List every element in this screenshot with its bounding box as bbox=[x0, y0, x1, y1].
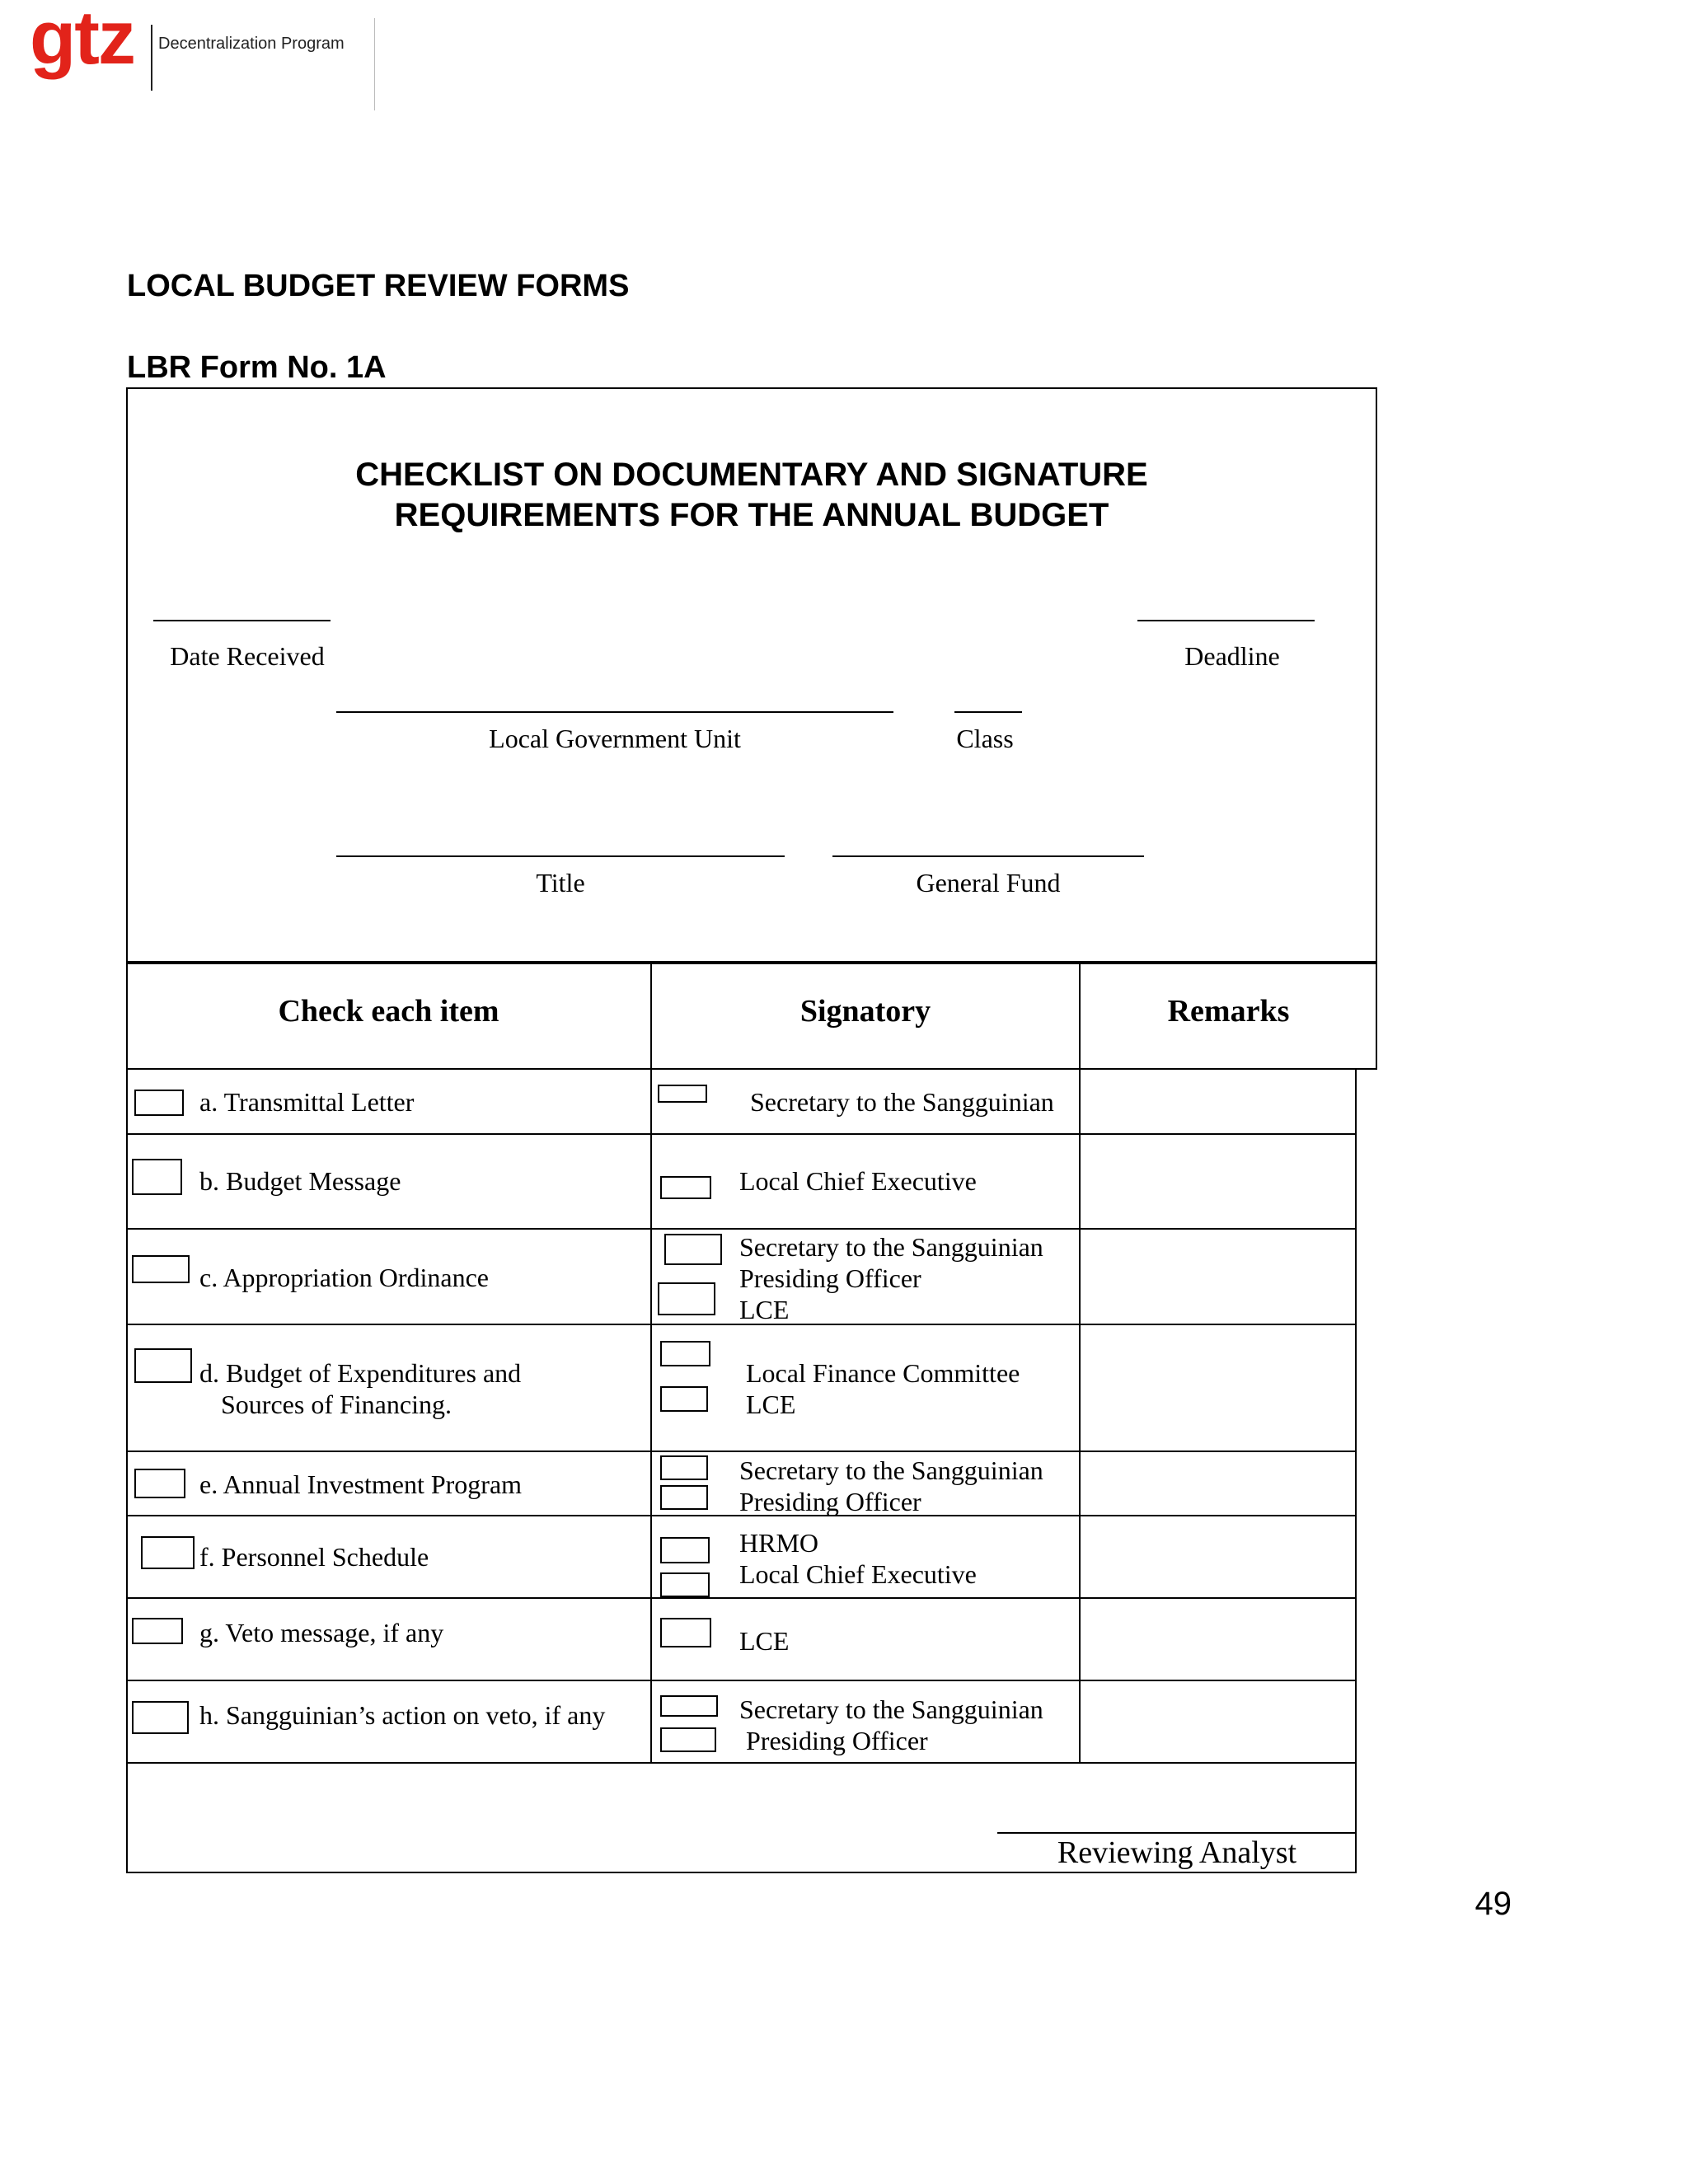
gtz-logo: gtz bbox=[30, 0, 134, 80]
page-number: 49 bbox=[1475, 1886, 1512, 1922]
signatory-c-3: LCE bbox=[739, 1295, 790, 1324]
reviewing-analyst-line[interactable] bbox=[997, 1832, 1357, 1834]
checkbox-item-e[interactable] bbox=[134, 1469, 185, 1498]
checkbox-signatory-f-2[interactable] bbox=[660, 1572, 710, 1597]
title-line[interactable] bbox=[336, 855, 785, 857]
signatory-h-1: Secretary to the Sangguinian bbox=[739, 1694, 1043, 1724]
checkbox-signatory-h-1[interactable] bbox=[660, 1695, 718, 1717]
logo-divider bbox=[151, 25, 152, 91]
col-divider-1 bbox=[650, 961, 652, 1763]
signatory-d-2: LCE bbox=[746, 1390, 796, 1419]
signatory-e-2: Presiding Officer bbox=[739, 1487, 921, 1516]
row-divider bbox=[126, 1680, 1357, 1681]
checkbox-item-d[interactable] bbox=[134, 1348, 192, 1383]
deadline-line[interactable] bbox=[1137, 620, 1315, 621]
checkbox-signatory-g-1[interactable] bbox=[660, 1618, 711, 1647]
signatory-f-2: Local Chief Executive bbox=[739, 1559, 977, 1589]
item-f-label: f. Personnel Schedule bbox=[199, 1542, 429, 1572]
col-header-remarks: Remarks bbox=[1167, 994, 1290, 1029]
signatory-a-1: Secretary to the Sangguinian bbox=[750, 1087, 1054, 1117]
col-header-signatory: Signatory bbox=[799, 994, 931, 1029]
row-divider bbox=[126, 1133, 1357, 1135]
row-divider bbox=[126, 1762, 1357, 1764]
signatory-c-2: Presiding Officer bbox=[739, 1263, 921, 1293]
checkbox-item-b[interactable] bbox=[132, 1159, 182, 1195]
class-line[interactable] bbox=[954, 711, 1022, 713]
form-number: LBR Form No. 1A bbox=[127, 350, 387, 385]
checkbox-item-h[interactable] bbox=[132, 1701, 189, 1734]
checkbox-signatory-a-1[interactable] bbox=[658, 1085, 707, 1103]
item-a-label: a. Transmittal Letter bbox=[199, 1087, 415, 1117]
title-label: Title bbox=[536, 868, 585, 898]
item-d-label-2: Sources of Financing. bbox=[221, 1390, 452, 1419]
signatory-f-1: HRMO bbox=[739, 1528, 819, 1558]
checkbox-signatory-b-1[interactable] bbox=[660, 1176, 711, 1199]
lgu-label: Local Government Unit bbox=[489, 724, 741, 753]
checkbox-signatory-d-2[interactable] bbox=[660, 1386, 708, 1412]
form-title-line2: REQUIREMENTS FOR THE ANNUAL BUDGET bbox=[394, 497, 1109, 533]
item-h-label: h. Sangguinian’s action on veto, if any bbox=[199, 1700, 606, 1730]
date-received-line[interactable] bbox=[153, 620, 331, 621]
checkbox-signatory-f-1[interactable] bbox=[660, 1537, 710, 1563]
item-e-label: e. Annual Investment Program bbox=[199, 1469, 523, 1499]
form-title-line1: CHECKLIST ON DOCUMENTARY AND SIGNATURE bbox=[355, 457, 1148, 493]
checkbox-item-g[interactable] bbox=[132, 1618, 183, 1644]
checkbox-signatory-e-1[interactable] bbox=[660, 1455, 708, 1480]
item-g-label: g. Veto message, if any bbox=[199, 1618, 444, 1647]
signatory-g-1: LCE bbox=[739, 1626, 790, 1656]
row-divider bbox=[126, 1228, 1357, 1230]
col-divider-2 bbox=[1079, 961, 1081, 1763]
signatory-h-2: Presiding Officer bbox=[739, 1726, 928, 1755]
general-fund-line[interactable] bbox=[832, 855, 1144, 857]
item-d-label-1: d. Budget of Expenditures and bbox=[199, 1358, 522, 1388]
reviewing-analyst-label: Reviewing Analyst bbox=[1057, 1835, 1297, 1870]
checkbox-item-c[interactable] bbox=[132, 1255, 190, 1283]
signatory-e-1: Secretary to the Sangguinian bbox=[739, 1455, 1043, 1485]
checkbox-signatory-d-1[interactable] bbox=[660, 1341, 710, 1366]
checkbox-signatory-h-2[interactable] bbox=[660, 1727, 716, 1752]
date-received-label: Date Received bbox=[170, 641, 325, 671]
checkbox-signatory-c-1[interactable] bbox=[664, 1234, 722, 1265]
item-b-label: b. Budget Message bbox=[199, 1166, 401, 1196]
row-divider bbox=[126, 1597, 1357, 1599]
class-label: Class bbox=[956, 724, 1014, 753]
lgu-line[interactable] bbox=[336, 711, 893, 713]
deadline-label: Deadline bbox=[1184, 641, 1280, 671]
header-rule bbox=[374, 18, 375, 110]
signatory-c-1: Secretary to the Sangguinian bbox=[739, 1232, 1043, 1262]
program-name: Decentralization Program bbox=[158, 35, 345, 53]
checkbox-item-a[interactable] bbox=[134, 1090, 184, 1116]
item-c-label: c. Appropriation Ordinance bbox=[199, 1263, 489, 1292]
signatory-b-1: Local Chief Executive bbox=[739, 1166, 977, 1196]
col-header-item: Check each item bbox=[278, 994, 499, 1029]
checkbox-item-f[interactable] bbox=[141, 1536, 195, 1569]
signatory-d-1: Local Finance Committee bbox=[746, 1358, 1020, 1388]
page-heading: LOCAL BUDGET REVIEW FORMS bbox=[127, 269, 630, 303]
checkbox-signatory-c-2[interactable] bbox=[658, 1282, 715, 1315]
general-fund-label: General Fund bbox=[916, 868, 1061, 898]
checkbox-signatory-e-2[interactable] bbox=[660, 1485, 708, 1510]
row-divider bbox=[126, 1451, 1357, 1452]
